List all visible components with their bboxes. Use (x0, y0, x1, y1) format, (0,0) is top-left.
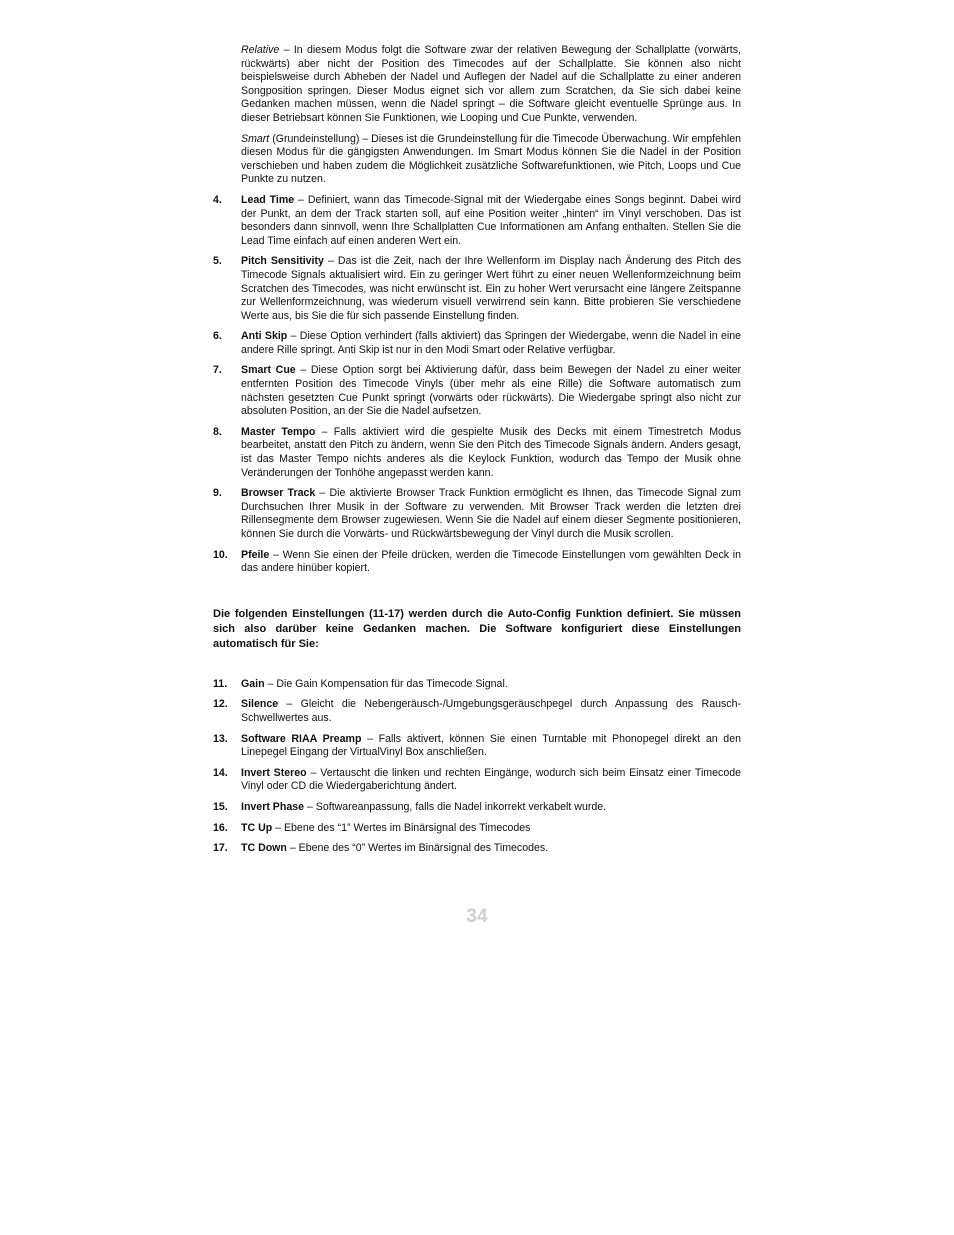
list-item (213, 487, 741, 541)
item-description: – Die aktivierte Browser Track Funktion ermöglicht es Ihnen, das Timecode Signal zum Durchsuchen Ihrer Musik in der Software zu verwenden. Mit Browser Track werden die letzten drei Rillensegmente dem Browser zugewiesen. Wenn Sie die Nadel auf einem dieser Segmente positionieren, können Sie durch die Vorwärts- und Rückwärtsbewegung der Vinyl durch die Musik scrollen. (241, 487, 741, 540)
list-item (213, 330, 741, 357)
mode-term: Relative (241, 44, 280, 56)
settings-list-b (213, 678, 741, 856)
list-item (213, 698, 741, 725)
item-number: 13. (213, 732, 228, 745)
item-number: 10. (213, 548, 228, 561)
list-item (213, 822, 741, 836)
document-page (213, 44, 741, 863)
item-term: Invert Stereo (241, 766, 307, 779)
list-item (213, 767, 741, 794)
item-term: Anti Skip (241, 330, 288, 343)
auto-config-note: Die folgenden Einstellungen (11-17) werden durch die Auto-Config Funktion definiert. Sie müssen sich also darüber keine Gedanken machen. Die Software konfiguriert diese Einstellungen automatisch für Sie: (213, 607, 741, 650)
item-number: 5. (213, 255, 222, 268)
item-number: 14. (213, 766, 228, 779)
mode-description: (Grundeinstellung) – Dieses ist die Grundeinstellung für die Timecode Überwachung. Wir empfehlen diesen Modus für die gängigsten Anwendungen. Im Smart Modus können Sie die Nadel in der Position verschieben und haben zudem die Möglichkeit zusätzliche Softwarefunktionen, wie Pitch, Loops und Cue Punkte zu nutzen. (241, 132, 741, 186)
list-item (213, 678, 741, 692)
list-item (213, 842, 741, 856)
list-item (213, 549, 741, 576)
page-number: 34 (466, 906, 488, 927)
list-item (213, 194, 741, 248)
item-term: Silence (241, 698, 279, 711)
item-description: – Das ist die Zeit, nach der Ihre Wellenform im Display nach Änderung des Pitch des Timecode Signals aktualisiert wird. Ein zu geringer Wert führt zu einer neuen Wellenformzeichnung beim Scratchen des Timecodes, was nicht erwünscht ist. Ein zu hoher Wert verursacht eine längere Zeitspanne zur Wellenformzeichnung, was wiederum visuell verwirrend sein kann. Bitte probieren Sie verschiedene Werte aus, bis Sie die für sich passende Einstellung finden. (241, 255, 741, 322)
item-term: TC Down (241, 842, 287, 855)
item-number: 4. (213, 193, 222, 206)
item-number: 8. (213, 425, 222, 438)
item-term: Invert Phase (241, 800, 305, 813)
item-term: Pfeile (241, 548, 270, 561)
item-term: Pitch Sensitivity (241, 255, 324, 268)
item-description: – Ebene des “0” Wertes im Binärsignal des Timecodes. (286, 842, 549, 855)
settings-list-a (213, 194, 741, 576)
item-description: – Wenn Sie einen der Pfeile drücken, werden die Timecode Einstellungen vom gewählten Deck in das andere hinüber kopiert. (241, 548, 741, 575)
list-item (213, 364, 741, 418)
mode-smart-paragraph (241, 133, 741, 187)
item-description: – Diese Option sorgt bei Aktivierung dafür, dass beim Bewegen der Nadel zu einer weiter entfernten Position des Timecode Vinyls (über mehr als eine Rille) die Software automatisch zum nächsten gesetzten Cue Punkt springt (vorwärts oder rückwärts). Die Wiedergabe springt also nicht zur absoluten Position, an der Sie die Nadel aufsetzen. (241, 364, 741, 418)
item-description: – Falls aktiviert wird die gespielte Musik des Decks mit einem Timestretch Modus bearbeitet, anstatt den Pitch zu ändern, wenn Sie den Pitch des Timecode Signals ändern. Anders gesagt, ist das Master Tempo nichts anderes als die Keylock Funktion, wodurch das Tempo der Musik ohne Veränderungen der Tonhöhe angepasst werden kann. (241, 425, 741, 479)
item-description: – Diese Option verhindert (falls aktiviert) das Springen der Wiedergabe, wenn die Nadel in eine andere Rille springt. Anti Skip ist nur in den Modi Smart oder Relative verfügbar. (241, 330, 741, 356)
item-number: 16. (213, 821, 228, 834)
item-description: – Die Gain Kompensation für das Timecode Signal. (264, 677, 508, 690)
item-term: Master Tempo (241, 425, 316, 438)
item-term: Smart Cue (241, 364, 296, 377)
item-term: Software RIAA Preamp (241, 732, 362, 745)
item-number: 15. (213, 800, 228, 813)
item-number: 7. (213, 364, 222, 377)
item-term: TC Up (241, 821, 273, 834)
item-number: 11. (213, 677, 228, 690)
mode-term: Smart (241, 132, 270, 145)
list-item (213, 733, 741, 760)
item-description: – Ebene des “1” Wertes im Binärsignal des Timecodes (272, 821, 531, 834)
list-item (213, 801, 741, 815)
item-description: – Falls aktivert, können Sie einen Turntable mit Phonopegel direkt an den Linepegel Eingang der VirtualVinyl Box anschließen. (241, 732, 741, 759)
mode-description: – In diesem Modus folgt die Software zwar der relativen Bewegung der Schallplatte (vorwärts, rückwärts) aber nicht der Position des Timecodes auf der Schallplatte. Sie können also nicht beispielsweise durch Abheben der Nadel und Auflegen der Nadel auf die Schallplatte zu einer anderen Songposition springen. Dieser Modus eignet sich vor allem zum Scratchen, da Sie sich dabei keine Gedanken machen müssen, wenn die Nadel springt – die Software gleicht eventuelle Sprünge aus. In dieser Betriebsart können Sie Funktionen, wie Looping und Cue Punkte, verwenden. (241, 44, 741, 124)
item-description: – Softwareanpassung, falls die Nadel inkorrekt verkabelt wurde. (304, 800, 607, 813)
item-term: Gain (241, 677, 265, 690)
item-number: 12. (213, 698, 228, 711)
item-term: Lead Time (241, 193, 295, 206)
item-description: – Definiert, wann das Timecode-Signal mit der Wiedergabe eines Songs beginnt. Dabei wird der Punkt, an dem der Track starten soll, auf eine Position weiter „hinten“ im Vinyl verschoben. Das ist besonders dann sinnvoll, wenn Ihre Schallplatten Cue Informationen am Anfang enthalten. Stellen Sie die Lead Time einfach auf einen anderen Wert ein. (241, 193, 742, 247)
item-number: 6. (213, 330, 222, 343)
intro-section (213, 44, 741, 187)
mode-relative-paragraph (241, 44, 741, 126)
item-term: Browser Track (241, 487, 316, 500)
item-number: 9. (213, 487, 222, 500)
item-description: – Vertauscht die linken und rechten Eingänge, wodurch sich beim Einsatz einer Timecode Vinyl oder CD die Wiedergaberichtung ändert. (241, 766, 741, 793)
list-item (213, 255, 741, 323)
list-item (213, 426, 741, 480)
item-description: – Gleicht die Nebengeräusch-/Umgebungsgeräuschpegel durch Anpassung des Rausch-Schwellwertes aus. (241, 698, 741, 724)
item-number: 17. (213, 842, 228, 855)
